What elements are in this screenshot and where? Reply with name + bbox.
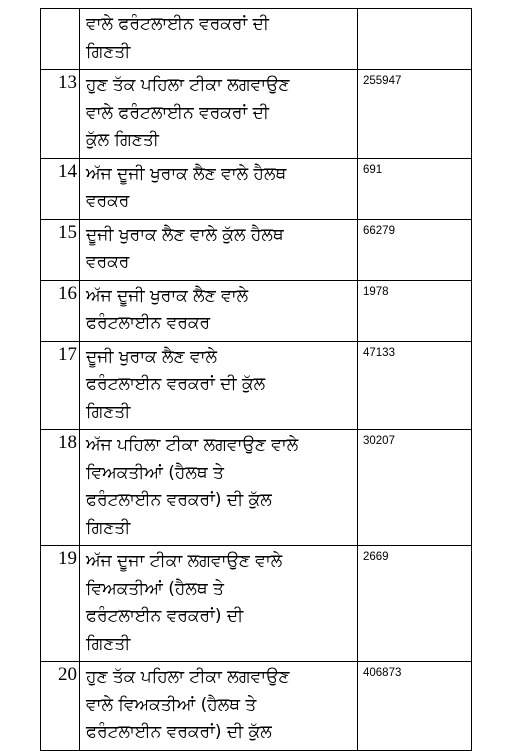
- row-number: [41, 9, 80, 70]
- table-row: [41, 662, 472, 751]
- row-value: 406873: [358, 662, 472, 751]
- table-body: [41, 9, 472, 751]
- row-description: [80, 219, 358, 280]
- table-row: [41, 158, 472, 219]
- table-row: [41, 280, 472, 341]
- description-line: ਫਰੰਟਲਾਈਨ ਵਰਕਰ: [86, 313, 211, 333]
- description-line: ਗਿਣਤੀ: [86, 517, 131, 538]
- description-line: ਵਾਲੇ ਫਰੰਟਲਾਈਨ ਵਰਕਰਾਂ ਦੀ: [86, 14, 269, 34]
- table-row: [41, 341, 472, 430]
- table-row: [41, 546, 472, 662]
- row-number: 19: [41, 546, 80, 662]
- row-description: [80, 546, 358, 662]
- row-number: 16: [41, 280, 80, 341]
- row-value: 255947: [358, 70, 472, 159]
- row-description: [80, 662, 358, 751]
- row-description: [80, 430, 358, 546]
- description-line: ਅੱਜ ਦੂਜਾ ਟੀਕਾ ਲਗਵਾਉਣ ਵਾਲੇ: [86, 551, 283, 571]
- description-line: ਵਿਅਕਤੀਆਂ (ਹੈਲਥ ਤੇ: [86, 462, 224, 483]
- description-line: ਅੱਜ ਦੂਜੀ ਖੁਰਾਕ ਲੈਣ ਵਾਲੇ ਹੈਲਥ: [86, 163, 287, 184]
- row-value: [358, 9, 472, 70]
- description-line: ਵਿਅਕਤੀਆਂ (ਹੈਲਥ ਤੇ: [86, 578, 224, 599]
- description-line: ਵਾਲੇ ਵਿਅਕਤੀਆਂ (ਹੈਲਥ ਤੇ: [86, 694, 257, 715]
- table-row: [41, 70, 472, 159]
- description-line: ਗਿਣਤੀ: [86, 633, 131, 654]
- row-value: 30207: [358, 430, 472, 546]
- row-description: [80, 280, 358, 341]
- description-line: ਕੁੱਲ ਗਿਣਤੀ: [86, 130, 159, 150]
- row-value: 1978: [358, 280, 472, 341]
- row-description: [80, 341, 358, 430]
- table-row: [41, 219, 472, 280]
- row-number: 17: [41, 341, 80, 430]
- row-value: 691: [358, 158, 472, 219]
- description-line: ਗਿਣਤੀ: [86, 41, 131, 62]
- row-description: [80, 158, 358, 219]
- description-line: ਹੁਣ ਤੱਕ ਪਹਿਲਾ ਟੀਕਾ ਲਗਵਾਉਣ: [86, 667, 290, 687]
- vaccination-stats-table: [40, 8, 472, 751]
- row-number: 14: [41, 158, 80, 219]
- row-value: 47133: [358, 341, 472, 430]
- row-description: [80, 70, 358, 159]
- description-line: ਫਰੰਟਲਾਈਨ ਵਰਕਰਾਂ) ਦੀ ਕੁੱਲ: [86, 722, 272, 742]
- description-line: ਫਰੰਟਲਾਈਨ ਵਰਕਰਾਂ) ਦੀ: [86, 606, 244, 626]
- row-value: 66279: [358, 219, 472, 280]
- row-number: 13: [41, 70, 80, 159]
- description-line: ਦੂਜੀ ਖੁਰਾਕ ਲੈਣ ਵਾਲੇ: [86, 346, 218, 367]
- table-row: [41, 430, 472, 546]
- description-line: ਵਾਲੇ ਫਰੰਟਲਾਈਨ ਵਰਕਰਾਂ ਦੀ: [86, 102, 269, 123]
- description-line: ਅੱਜ ਪਹਿਲਾ ਟੀਕਾ ਲਗਵਾਉਣ ਵਾਲੇ: [86, 435, 299, 455]
- description-line: ਅੱਜ ਦੂਜੀ ਖੁਰਾਕ ਲੈਣ ਵਾਲੇ: [86, 285, 249, 306]
- table-row: [41, 9, 472, 70]
- description-line: ਵਰਕਰ: [86, 252, 130, 272]
- description-line: ਗਿਣਤੀ: [86, 401, 131, 422]
- row-number: 15: [41, 219, 80, 280]
- description-line: ਫਰੰਟਲਾਈਨ ਵਰਕਰਾਂ) ਦੀ ਕੁੱਲ: [86, 490, 272, 510]
- description-line: ਫਰੰਟਲਾਈਨ ਵਰਕਰਾਂ ਦੀ ਕੁੱਲ: [86, 374, 266, 394]
- row-number: 20: [41, 662, 80, 751]
- row-number: 18: [41, 430, 80, 546]
- description-line: ਦੂਜੀ ਖੁਰਾਕ ਲੈਣ ਵਾਲੇ ਕੁੱਲ ਹੈਲਥ: [86, 224, 284, 245]
- row-value: 2669: [358, 546, 472, 662]
- row-description: [80, 9, 358, 70]
- description-line: ਹੁਣ ਤੱਕ ਪਹਿਲਾ ਟੀਕਾ ਲਗਵਾਉਣ: [86, 75, 290, 95]
- description-line: ਵਰਕਰ: [86, 191, 130, 211]
